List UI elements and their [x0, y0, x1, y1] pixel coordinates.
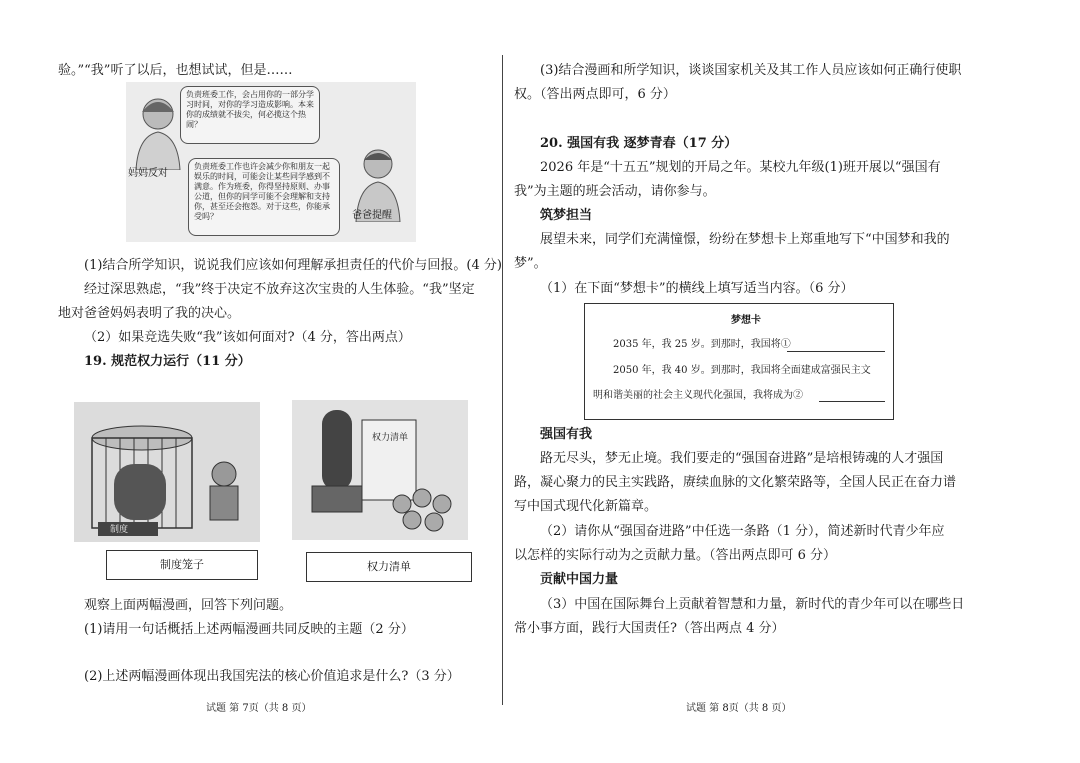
section-text: 路，凝心聚力的民主实践路，赓续血脉的文化繁荣路等，全国人民正在奋力谱 — [514, 475, 957, 490]
question-19-3-cont: 权。（答出两点即可，6 分） — [514, 87, 676, 102]
mom-figure-icon — [128, 90, 188, 170]
question-20-2-cont: 以怎样的实际行动为之贡献力量。（答出两点即可 6 分） — [514, 548, 837, 563]
mom-label: 妈妈反对 — [128, 168, 168, 179]
comic-power-list — [292, 400, 468, 540]
section-heading-contribute: 贡献中国力量 — [540, 572, 619, 587]
dream-card-line-1: 2035 年，我 25 岁。到那时，我国将① — [613, 339, 791, 350]
caption-institution-cage: 制度笼子 — [106, 550, 258, 580]
question-20-1: （1）在下面“梦想卡”的横线上填写适当内容。（6 分） — [540, 281, 854, 296]
power-list-illustration — [292, 400, 468, 540]
paragraph-text: 经过深思熟虑，“我”终于决定不放弃这次宝贵的人生体验。“我”坚定 — [84, 282, 475, 297]
page-footer-right: 试题 第 8页（共 8 页） — [686, 703, 792, 714]
comic-cage — [74, 402, 260, 542]
section-heading-strong-nation: 强国有我 — [540, 427, 593, 442]
section-text: 梦”。 — [514, 256, 547, 271]
dream-card-line-3: 明和谐美丽的社会主义现代化强国，我将成为② — [593, 390, 803, 401]
answer-blank-2[interactable] — [819, 401, 885, 402]
dad-label: 爸爸提醒 — [352, 210, 392, 221]
question-18-2: （2）如果竞选失败“我”该如何面对?（4 分，答出两点） — [84, 330, 411, 345]
paragraph-text: 地对爸爸妈妈表明了我的决心。 — [58, 306, 241, 321]
mom-speech-bubble: 负责班委工作，会占用你的一部分学习时间，对你的学习造成影响。本来你的成绩就不拔尖，何必揽这个热闹？ — [180, 86, 320, 144]
section-text: 写中国式现代化新篇章。 — [514, 499, 658, 514]
section-text: 路无尽头，梦无止境。我们要走的“强国奋进路”是培根铸魂的人才强国 — [540, 451, 944, 466]
section-heading-dream: 筑梦担当 — [540, 208, 593, 223]
question-20-intro: 2026 年是“十五五”规划的开局之年。某校九年级(1)班开展以“强国有 — [540, 160, 941, 175]
cage-plate-text: 制度 — [110, 525, 129, 535]
question-20-3: （3）中国在国际舞台上贡献着智慧和力量，新时代的青少年可以在哪些日 — [540, 597, 965, 612]
section-text: 展望未来，同学们充满憧憬，纷纷在梦想卡上郑重地写下“中国梦和我的 — [540, 232, 950, 247]
question-19-2: (2)上述两幅漫画体现出我国宪法的核心价值追求是什么?（3 分） — [84, 669, 460, 684]
page-footer-left: 试题 第 7页（共 8 页） — [206, 703, 312, 714]
continued-text: 验。”“我”听了以后，也想试试，但是…… — [58, 63, 293, 78]
answer-blank-1[interactable] — [787, 351, 885, 352]
question-18-1: (1)结合所学知识，说说我们应该如何理解承担责任的代价与回报。(4 分) — [84, 258, 502, 273]
dream-card-line-2: 2050 年，我 40 岁。到那时，我国将全面建成富强民主文 — [613, 365, 871, 376]
question-20-title: 20. 强国有我 逐梦青春（17 分） — [540, 136, 738, 151]
question-19-3: (3)结合漫画和所学知识，谈谈国家机关及其工作人员应该如何正确行使职 — [540, 63, 962, 78]
question-19-1: (1)请用一句话概括上述两幅漫画共同反映的主题（2 分） — [84, 622, 414, 637]
dad-speech-bubble: 负责班委工作也许会减少你和朋友一起娱乐的时间，可能会让某些同学感到不满意。作为班委，你得坚持原则、办事公道，但你的同学可能不会理解和支持你，甚至还会抱怨。对于这些，你能承受吗？ — [188, 158, 340, 236]
comic-parents — [126, 82, 416, 242]
dream-card — [584, 303, 894, 420]
caption-power-list: 权力清单 — [306, 552, 472, 582]
question-19-title: 19. 规范权力运行（11 分） — [84, 354, 251, 369]
page-divider — [502, 55, 503, 705]
question-20-intro-cont: 我”为主题的班会活动，请你参与。 — [514, 184, 716, 199]
cage-illustration — [74, 402, 260, 542]
question-19-intro: 观察上面两幅漫画，回答下列问题。 — [84, 598, 293, 613]
dream-card-title: 梦想卡 — [731, 315, 761, 326]
question-20-3-cont: 常小事方面，践行大国责任?（答出两点 4 分） — [514, 621, 785, 636]
power-list-scroll-text: 权力清单 — [372, 433, 409, 443]
question-20-2: （2）请你从“强国奋进路”中任选一条路（1 分），简述新时代青少年应 — [540, 524, 945, 539]
